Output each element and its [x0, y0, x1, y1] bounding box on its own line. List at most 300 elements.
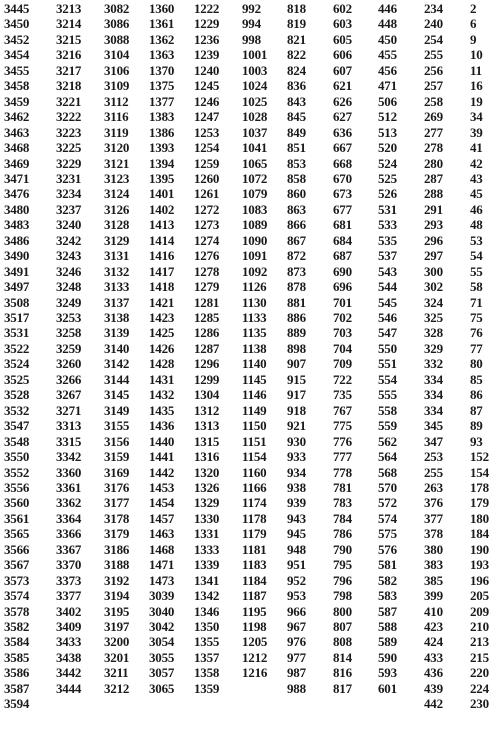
table-cell: 621	[333, 78, 352, 94]
table-cell: 39	[470, 124, 483, 140]
table-cell: 224	[470, 680, 489, 696]
table-cell: 329	[424, 340, 443, 356]
table-cell: 1126	[242, 279, 267, 295]
table-cell: 277	[424, 124, 443, 140]
table-cell: 3462	[4, 109, 30, 125]
table-cell: 3486	[4, 232, 30, 248]
table-cell: 1259	[194, 155, 220, 171]
table-cell: 3313	[56, 418, 82, 434]
table-row	[0, 604, 500, 620]
table-cell: 1413	[149, 217, 175, 233]
table-cell: 1090	[242, 232, 268, 248]
table-cell: 1425	[149, 325, 175, 341]
table-cell: 3112	[104, 93, 129, 109]
table-cell: 907	[287, 356, 306, 372]
table-cell: 800	[333, 603, 352, 619]
table-row	[0, 125, 500, 141]
table-row	[0, 557, 500, 573]
table-cell: 512	[378, 109, 397, 125]
table-cell: 627	[333, 109, 352, 125]
table-cell: 1187	[242, 588, 267, 604]
table-cell: 1150	[242, 418, 267, 434]
table-cell: 3366	[56, 526, 82, 542]
table-cell: 376	[424, 495, 443, 511]
table-cell: 3039	[149, 588, 175, 604]
table-cell: 9	[470, 31, 477, 47]
table-cell: 1350	[194, 619, 220, 634]
table-cell: 300	[424, 263, 443, 279]
table-cell: 3116	[104, 109, 129, 125]
table-cell: 1037	[242, 124, 268, 140]
table-cell: 3145	[104, 387, 130, 403]
table-cell: 867	[287, 232, 306, 248]
table-cell: 152	[470, 449, 489, 465]
table-cell: 3218	[56, 78, 82, 94]
table-cell: 1166	[242, 479, 267, 495]
table-cell: 3169	[104, 464, 130, 480]
table-cell: 1362	[149, 31, 175, 47]
table-cell: 701	[333, 294, 352, 310]
table-cell: 1272	[194, 201, 220, 217]
table-cell: 3119	[104, 124, 129, 140]
table-cell: 3491	[4, 263, 30, 279]
table-cell: 821	[287, 31, 306, 47]
table-cell: 953	[287, 588, 306, 604]
table-cell: 1432	[149, 387, 175, 403]
table-cell: 3402	[56, 603, 82, 619]
table-cell: 253	[424, 449, 443, 465]
table-cell: 945	[287, 526, 306, 542]
table-cell: 1286	[194, 325, 220, 341]
table-cell: 77	[470, 340, 483, 356]
table-cell: 1418	[149, 279, 175, 295]
table-cell: 670	[333, 170, 352, 186]
table-cell: 3594	[4, 696, 30, 712]
table-cell: 3054	[149, 634, 175, 650]
table-cell: 545	[378, 294, 397, 310]
table-cell: 3567	[4, 557, 30, 573]
table-cell: 210	[470, 619, 489, 634]
table-cell: 3517	[4, 310, 30, 325]
table-cell: 1402	[149, 201, 175, 217]
table-cell: 1246	[194, 93, 220, 109]
table-cell: 255	[424, 47, 443, 63]
table-cell: 687	[333, 248, 352, 264]
table-cell: 722	[333, 371, 352, 387]
table-cell: 1140	[242, 356, 267, 372]
table-cell: 555	[378, 387, 397, 403]
table-cell: 3242	[56, 232, 82, 248]
table-cell: 673	[333, 186, 352, 202]
table-row	[0, 542, 500, 558]
table-cell: 3179	[104, 526, 130, 542]
table-cell: 3192	[104, 572, 130, 588]
table-cell: 1296	[194, 356, 220, 372]
table-cell: 994	[242, 16, 261, 32]
table-row	[0, 341, 500, 357]
table-cell: 1357	[194, 649, 220, 665]
table-cell: 3055	[149, 649, 175, 665]
table-cell: 3120	[104, 140, 130, 156]
table-cell: 1239	[194, 47, 220, 63]
table-cell: 1279	[194, 279, 220, 295]
table-cell: 3225	[56, 140, 82, 156]
table-cell: 570	[378, 479, 397, 495]
table-cell: 951	[287, 557, 306, 573]
table-cell: 3253	[56, 310, 82, 325]
table-row	[0, 696, 500, 712]
table-cell: 3497	[4, 279, 30, 295]
table-cell: 576	[378, 541, 397, 557]
table-cell: 860	[287, 186, 306, 202]
table-cell: 3373	[56, 572, 82, 588]
table-cell: 3155	[104, 418, 130, 434]
table-cell: 1370	[149, 62, 175, 78]
table-cell: 853	[287, 155, 306, 171]
table-cell: 3211	[104, 665, 129, 681]
table-cell: 767	[333, 402, 352, 418]
table-cell: 1401	[149, 186, 175, 202]
table-cell: 3201	[104, 649, 130, 665]
table-cell: 1395	[149, 170, 175, 186]
table-cell: 93	[470, 433, 483, 449]
table-row	[0, 634, 500, 650]
table-cell: 3525	[4, 371, 30, 387]
table-cell: 3360	[56, 464, 82, 480]
table-cell: 48	[470, 217, 483, 233]
table-cell: 456	[378, 62, 397, 78]
table-cell: 3258	[56, 325, 82, 341]
table-cell: 19	[470, 93, 483, 109]
table-cell: 1028	[242, 109, 268, 125]
table-cell: 3124	[104, 186, 130, 202]
table-cell: 1363	[149, 47, 175, 63]
table-cell: 1079	[242, 186, 268, 202]
table-cell: 6	[470, 16, 477, 32]
table-cell: 3186	[104, 541, 130, 557]
table-cell: 684	[333, 232, 352, 248]
table-cell: 3142	[104, 356, 130, 372]
table-cell: 3214	[56, 16, 82, 32]
table-cell: 3578	[4, 603, 30, 619]
table-cell: 3367	[56, 541, 82, 557]
table-cell: 1092	[242, 263, 268, 279]
table-cell: 3455	[4, 62, 30, 78]
table-cell: 1274	[194, 232, 220, 248]
table-cell: 293	[424, 217, 443, 233]
table-cell: 296	[424, 232, 443, 248]
table-cell: 3237	[56, 201, 82, 217]
table-cell: 3362	[56, 495, 82, 511]
table-cell: 849	[287, 124, 306, 140]
table-cell: 3177	[104, 495, 130, 511]
table-cell: 3140	[104, 340, 130, 356]
table-cell: 1375	[149, 78, 175, 94]
table-cell: 3200	[104, 634, 130, 650]
table-cell: 3267	[56, 387, 82, 403]
table-cell: 256	[424, 62, 443, 78]
table-cell: 1441	[149, 449, 175, 465]
table-cell: 1333	[194, 541, 220, 557]
table-cell: 3188	[104, 557, 130, 573]
table-row	[0, 403, 500, 419]
table-cell: 790	[333, 541, 352, 557]
table-cell: 547	[378, 325, 397, 341]
table-cell: 345	[424, 418, 443, 434]
table-cell: 3370	[56, 557, 82, 573]
table-cell: 3528	[4, 387, 30, 403]
table-cell: 976	[287, 634, 306, 650]
table-cell: 3197	[104, 619, 130, 634]
table-cell: 845	[287, 109, 306, 125]
table-cell: 668	[333, 155, 352, 171]
table-cell: 3556	[4, 479, 30, 495]
table-cell: 537	[378, 248, 397, 264]
table-cell: 385	[424, 572, 443, 588]
table-cell: 3547	[4, 418, 30, 434]
table-cell: 1316	[194, 449, 220, 465]
table-cell: 3121	[104, 155, 130, 171]
table-cell: 3450	[4, 16, 30, 32]
table-cell: 3548	[4, 433, 30, 449]
table-cell: 3088	[104, 31, 130, 47]
table-cell: 3128	[104, 217, 130, 233]
table-cell: 1222	[194, 1, 220, 16]
table-cell: 1383	[149, 109, 175, 125]
table-cell: 808	[333, 634, 352, 650]
table-cell: 43	[470, 170, 483, 186]
table-cell: 1313	[194, 418, 220, 434]
table-cell: 1276	[194, 248, 220, 264]
table-cell: 858	[287, 170, 306, 186]
table-cell: 1083	[242, 201, 268, 217]
table-cell: 291	[424, 201, 443, 217]
table-cell: 933	[287, 449, 306, 465]
table-cell: 872	[287, 248, 306, 264]
table-cell: 1355	[194, 634, 220, 650]
table-cell: 3508	[4, 294, 30, 310]
table-cell: 562	[378, 433, 397, 449]
table-cell: 3133	[104, 279, 130, 295]
table-cell: 3445	[4, 1, 30, 16]
table-cell: 607	[333, 62, 352, 78]
table-cell: 1146	[242, 387, 267, 403]
table-cell: 816	[333, 665, 352, 681]
table-cell: 178	[470, 479, 489, 495]
table-cell: 3459	[4, 93, 30, 109]
table-cell: 777	[333, 449, 352, 465]
table-cell: 520	[378, 140, 397, 156]
table-cell: 977	[287, 649, 306, 665]
table-row	[0, 434, 500, 450]
table-cell: 583	[378, 588, 397, 604]
table-cell: 240	[424, 16, 443, 32]
table-cell: 1454	[149, 495, 175, 511]
table-cell: 506	[378, 93, 397, 109]
table-cell: 690	[333, 263, 352, 279]
table-cell: 917	[287, 387, 306, 403]
table-cell: 1041	[242, 140, 268, 156]
table-cell: 1024	[242, 78, 268, 94]
table-cell: 1025	[242, 93, 268, 109]
table-cell: 807	[333, 619, 352, 634]
table-cell: 3217	[56, 62, 82, 78]
table-cell: 3229	[56, 155, 82, 171]
table-cell: 987	[287, 665, 306, 681]
table-cell: 3587	[4, 680, 30, 696]
table-cell: 531	[378, 201, 397, 217]
table-cell: 254	[424, 31, 443, 47]
table-cell: 257	[424, 78, 443, 94]
table-cell: 582	[378, 572, 397, 588]
table-cell: 681	[333, 217, 352, 233]
table-cell: 843	[287, 93, 306, 109]
table-cell: 280	[424, 155, 443, 171]
table-cell: 3126	[104, 201, 130, 217]
table-cell: 783	[333, 495, 352, 511]
table-cell: 3178	[104, 510, 130, 526]
table-cell: 55	[470, 263, 483, 279]
table-cell: 568	[378, 464, 397, 480]
table-cell: 1315	[194, 433, 220, 449]
table-cell: 1135	[242, 325, 267, 341]
table-cell: 3212	[104, 680, 130, 696]
table-cell: 3129	[104, 232, 130, 248]
table-cell: 1471	[149, 557, 175, 573]
table-cell: 1431	[149, 371, 175, 387]
table-cell: 86	[470, 387, 483, 403]
table-cell: 215	[470, 649, 489, 665]
table-cell: 1240	[194, 62, 220, 78]
table-cell: 3138	[104, 310, 130, 325]
table-cell: 3454	[4, 47, 30, 63]
table-row	[0, 526, 500, 542]
table-cell: 1216	[242, 665, 268, 681]
table-cell: 551	[378, 356, 397, 372]
table-cell: 822	[287, 47, 306, 63]
table-cell: 677	[333, 201, 352, 217]
table-cell: 1426	[149, 340, 175, 356]
table-cell: 889	[287, 325, 306, 341]
table-cell: 3104	[104, 47, 130, 63]
table-cell: 3159	[104, 449, 130, 465]
table-cell: 3452	[4, 31, 30, 47]
table-cell: 526	[378, 186, 397, 202]
table-cell: 446	[378, 1, 397, 16]
table-cell: 1138	[242, 340, 267, 356]
table-cell: 3463	[4, 124, 30, 140]
table-cell: 3531	[4, 325, 30, 341]
table-cell: 1346	[194, 603, 220, 619]
table-cell: 3131	[104, 248, 130, 264]
table-cell: 602	[333, 1, 352, 16]
table-cell: 952	[287, 572, 306, 588]
table-cell: 3215	[56, 31, 82, 47]
table-cell: 1179	[242, 526, 267, 542]
table-cell: 1342	[194, 588, 220, 604]
table-cell: 3149	[104, 402, 130, 418]
table-cell: 3057	[149, 665, 175, 681]
table-row	[0, 465, 500, 481]
table-row	[0, 588, 500, 604]
table-cell: 1212	[242, 649, 268, 665]
table-row	[0, 140, 500, 156]
table-cell: 1417	[149, 263, 175, 279]
table-cell: 575	[378, 526, 397, 542]
table-cell: 3566	[4, 541, 30, 557]
table-cell: 1178	[242, 510, 267, 526]
table-cell: 1320	[194, 464, 220, 480]
table-cell: 1440	[149, 433, 175, 449]
table-cell: 1133	[242, 310, 267, 325]
table-cell: 1229	[194, 16, 220, 32]
table-cell: 287	[424, 170, 443, 186]
table-cell: 1453	[149, 479, 175, 495]
table-cell: 3082	[104, 1, 130, 16]
table-row	[0, 94, 500, 110]
table-cell: 1312	[194, 402, 220, 418]
table-cell: 1287	[194, 340, 220, 356]
table-cell: 1091	[242, 248, 268, 264]
table-row	[0, 681, 500, 697]
table-cell: 3194	[104, 588, 130, 604]
table-cell: 3438	[56, 649, 82, 665]
table-cell: 302	[424, 279, 443, 295]
table-cell: 824	[287, 62, 306, 78]
table-cell: 3476	[4, 186, 30, 202]
table-cell: 1260	[194, 170, 220, 186]
table-cell: 3234	[56, 186, 82, 202]
table-cell: 436	[424, 665, 443, 681]
table-cell: 423	[424, 619, 443, 634]
table-row	[0, 418, 500, 434]
table-cell: 704	[333, 340, 352, 356]
table-cell: 220	[470, 665, 489, 681]
table-cell: 193	[470, 557, 489, 573]
table-row	[0, 295, 500, 311]
table-cell: 433	[424, 649, 443, 665]
table-cell: 3109	[104, 78, 130, 94]
table-cell: 3315	[56, 433, 82, 449]
table-cell: 58	[470, 279, 483, 295]
table-cell: 3584	[4, 634, 30, 650]
table-cell: 1414	[149, 232, 175, 248]
table-row	[0, 156, 500, 172]
table-cell: 601	[378, 680, 397, 696]
table-row	[0, 16, 500, 32]
table-cell: 3132	[104, 263, 130, 279]
table-cell: 1360	[149, 1, 175, 16]
table-cell: 3123	[104, 170, 130, 186]
table-cell: 3248	[56, 279, 82, 295]
table-cell: 3266	[56, 371, 82, 387]
table-cell: 154	[470, 464, 489, 480]
table-cell: 324	[424, 294, 443, 310]
table-cell: 1428	[149, 356, 175, 372]
table-cell: 3361	[56, 479, 82, 495]
table-cell: 1145	[242, 371, 267, 387]
table-row	[0, 264, 500, 280]
table-cell: 213	[470, 634, 489, 650]
table-cell: 795	[333, 557, 352, 573]
table-cell: 605	[333, 31, 352, 47]
table-cell: 205	[470, 588, 489, 604]
table-cell: 1205	[242, 634, 268, 650]
table-cell: 1236	[194, 31, 220, 47]
table-cell: 3468	[4, 140, 30, 156]
table-cell: 3240	[56, 217, 82, 233]
table-cell: 234	[424, 1, 443, 16]
